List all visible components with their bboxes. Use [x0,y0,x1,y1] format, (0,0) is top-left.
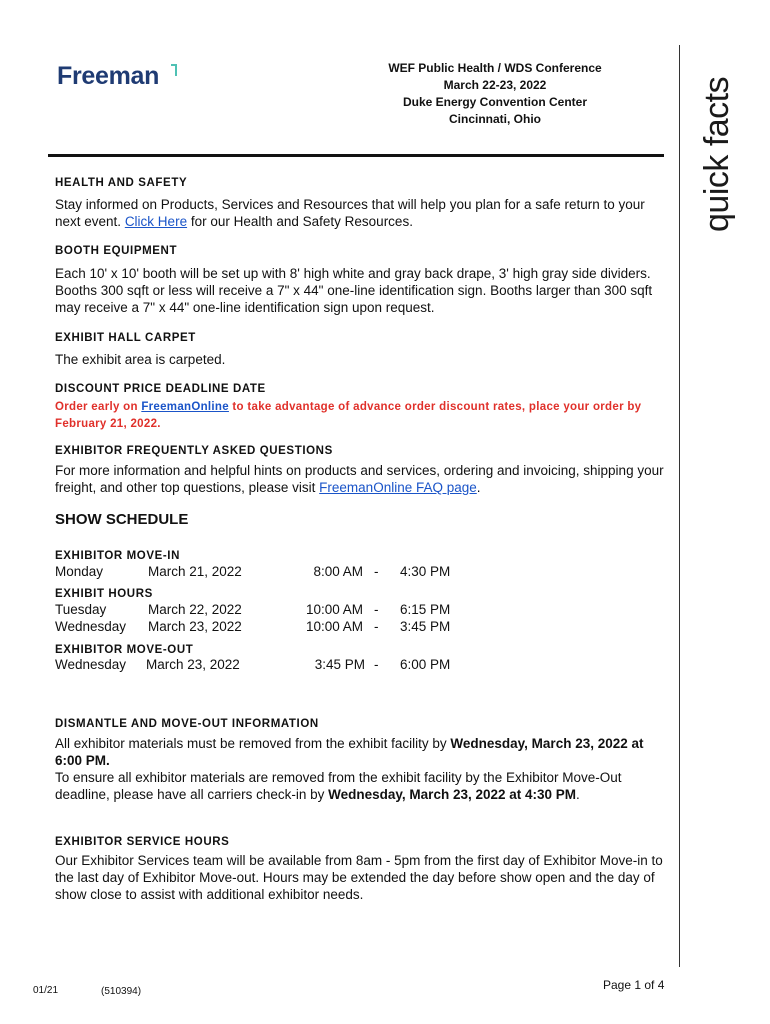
carrier-checkin-deadline: Wednesday, March 23, 2022 at 4:30 PM [328,787,577,802]
health-text-before: Stay informed on Products, Services and Resources that will help you plan for a safe return to your next event. [55,197,645,229]
dismantle-deadline: Wednesday, March 23, 2022 at 6:00 PM. [55,736,644,768]
health-text-after: for our Health and Safety Resources. [187,214,413,229]
discount-heading: DISCOUNT PRICE DEADLINE DATE [55,383,266,395]
conference-name: WEF Public Health / WDS Conference [388,61,602,75]
conference-city: Cincinnati, Ohio [449,112,541,126]
schedule-sep: - [374,657,379,672]
schedule-day: Tuesday [55,602,107,617]
discount-text-after: to take advantage of advance order discount rates, place your order by February 21, 2022. [55,401,642,430]
side-title [690,42,750,232]
dismantle-text-2-after: . [576,787,580,802]
health-text [55,196,665,230]
freeman-logo [57,62,159,91]
footer-code: 01/21 [33,985,59,996]
schedule-start: 10:00 AM [305,602,363,617]
header-rule [48,154,664,157]
schedule-end: 6:15 PM [400,602,451,617]
conference-dates: March 22-23, 2022 [443,78,547,92]
schedule-start: 3:45 PM [314,657,365,672]
booth-heading: BOOTH EQUIPMENT [55,245,178,257]
service-text: Our Exhibitor Services team will be available from 8am - 5pm from the first day of Exhibitor Move-in to the last day of Exhibitor Move-out. Hours may be extended the day before show open and the day of show close to assist with additional exhibitor needs. [55,853,663,902]
hours-heading: EXHIBIT HOURS [55,588,153,600]
schedule-start: 8:00 AM [313,564,363,579]
schedule-day: Monday [55,564,104,579]
schedule-title: SHOW SCHEDULE [55,511,189,528]
footer-ref: (510394) [101,986,142,997]
page-number: Page 1 of 4 [603,978,665,992]
moveout-heading: EXHIBITOR MOVE-OUT [55,644,194,656]
freemanonline-link[interactable]: FreemanOnline [141,401,229,413]
discount-text [55,399,665,433]
schedule-start: 10:00 AM [305,619,363,634]
schedule-sep: - [374,602,379,617]
faq-heading: EXHIBITOR FREQUENTLY ASKED QUESTIONS [55,445,333,457]
schedule-date: March 22, 2022 [148,602,242,617]
dismantle-text-1-before: All exhibitor materials must be removed from the exhibit facility by [55,736,451,751]
discount-text-before: Order early on [55,401,142,413]
schedule-sep: - [374,619,379,634]
schedule-end: 6:00 PM [400,657,451,672]
health-heading: HEALTH AND SAFETY [55,177,188,189]
booth-text: Each 10' x 10' booth will be set up with 8' high white and gray back drape, 3' high gray side dividers. Booths 300 sqft or less will receive a 7" x 44" one-line identification sign. Booths larger than 300 sqft may receive a 7" x 44" one-line identification sign upon request. [55,266,653,315]
movein-heading: EXHIBITOR MOVE-IN [55,550,180,562]
logo-accent-icon [171,64,177,76]
schedule-day: Wednesday [55,619,127,634]
carpet-text: The exhibit area is carpeted. [55,352,226,367]
faq-text-before: For more information and helpful hints on products and services, ordering and invoicing, shipping your freight, and other top questions, please visit [55,463,664,495]
health-link[interactable]: Click Here [124,214,188,229]
dismantle-heading: DISMANTLE AND MOVE-OUT INFORMATION [55,718,319,730]
conference-info [330,60,660,128]
side-title-text: quick facts [698,76,736,232]
schedule-date: March 23, 2022 [148,619,242,634]
faq-text-after: . [476,480,481,495]
schedule-sep: - [374,564,379,579]
carpet-heading: EXHIBIT HALL CARPET [55,332,196,344]
service-heading: EXHIBITOR SERVICE HOURS [55,836,230,848]
dismantle-text-2 [55,769,665,803]
conference-venue: Duke Energy Convention Center [402,95,588,109]
schedule-date: March 21, 2022 [148,564,242,579]
vertical-divider [679,45,680,967]
faq-text [55,462,665,496]
schedule-end: 3:45 PM [400,619,451,634]
faq-link[interactable]: FreemanOnline FAQ page [319,480,477,495]
dismantle-text-2-before: To ensure all exhibitor materials are removed from the exhibit facility by the Exhibitor Move-Out deadline, please have all carriers check-in by [55,770,622,802]
dismantle-text-1 [55,735,665,769]
schedule-date: March 23, 2022 [146,657,240,672]
schedule-end: 4:30 PM [400,564,451,579]
schedule-day: Wednesday [55,657,127,672]
logo-text: Freeman [57,62,160,90]
